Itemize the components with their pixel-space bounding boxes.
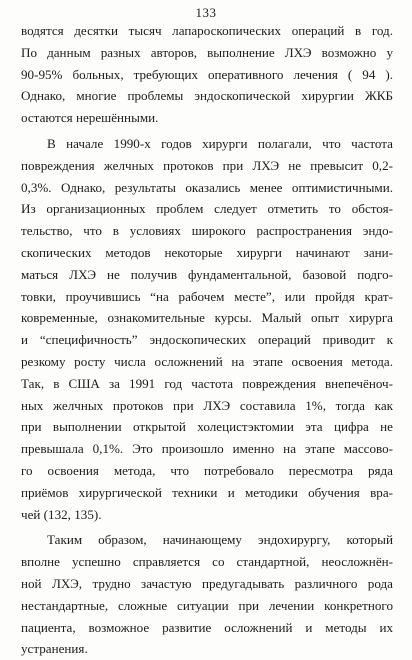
page-number: 133: [195, 5, 217, 20]
text-line: го освоения метода, что потребовало пересмотра ряда: [21, 462, 393, 478]
text-line: повреждения желчных протоков при ЛХЭ не превысит 0,2-: [21, 157, 393, 173]
text-line: тельство, что в условиях широкого распространения эндо-: [21, 223, 393, 239]
text-line: 90-95% больных, требующих оперативного лечения ( 94 ).: [21, 66, 393, 82]
text-line: 0,3%. Однако, результаты оказались менее оптимистичными.: [21, 179, 393, 195]
text-line: и “специфичность” эндоскопических операций приводит к: [21, 332, 393, 348]
text-line: нестандартные, сложные ситуации при лечении конкретного: [21, 597, 393, 613]
text-line: Таким образом, начинающему эндохирургу, который: [47, 532, 393, 548]
text-line: водятся десятки тысяч лапароскопических операций в год.: [21, 23, 393, 38]
paragraph-3: [21, 529, 393, 660]
text-line: В начале 1990-х годов хирурги полагали, что частота: [47, 135, 393, 151]
paragraph-1: [21, 20, 393, 129]
text-line: Так, в США за 1991 год частота повреждения внепечёноч-: [21, 375, 393, 391]
text-line: превышала 0,1%. Это произошло именно на этапе массово-: [21, 441, 393, 457]
text-line: при выполнении открытой холецистэктомии эта цифра не: [21, 419, 393, 435]
text-line: остаются нерешёнными.: [21, 110, 159, 126]
text-line: ных желчных протоков при ЛХЭ составила 1%, тогда как: [21, 397, 393, 413]
text-line: устранения.: [21, 641, 88, 657]
text-line: резкому росту числа осложнений на этапе освоения метода.: [21, 353, 393, 369]
text-line: По данным разных авторов, выполнение ЛХЭ возможно у: [21, 44, 393, 60]
body-text: [21, 20, 393, 660]
text-line: чей (132, 135).: [21, 506, 102, 522]
text-line: маться ЛХЭ не получив фундаментальной, базовой подго-: [21, 266, 393, 282]
text-line: товки, проучившись “на рабочем месте”, или пройдя крат-: [21, 288, 393, 304]
text-line: Из организационных проблем следует отметить то обстоя-: [21, 201, 393, 217]
text-line: ковременные, ознакомительные курсы. Малый опыт хирурга: [21, 310, 393, 326]
paragraph-2: [21, 133, 393, 525]
text-line: скопических методов некоторые хирурги начинают зани-: [21, 244, 393, 260]
text-line: ной ЛХЭ, трудно зачастую предугадывать различного рода: [21, 575, 393, 591]
text-line: пациента, возможное развитие осложнений и методы их: [21, 619, 393, 635]
text-line: приёмов хирургической техники и методики обучения вра-: [21, 484, 393, 500]
text-line: вполне успешно справляется со стандартной, неосложнён-: [21, 554, 393, 570]
text-line: Однако, многие проблемы эндоскопической хирургии ЖКБ: [21, 88, 393, 104]
